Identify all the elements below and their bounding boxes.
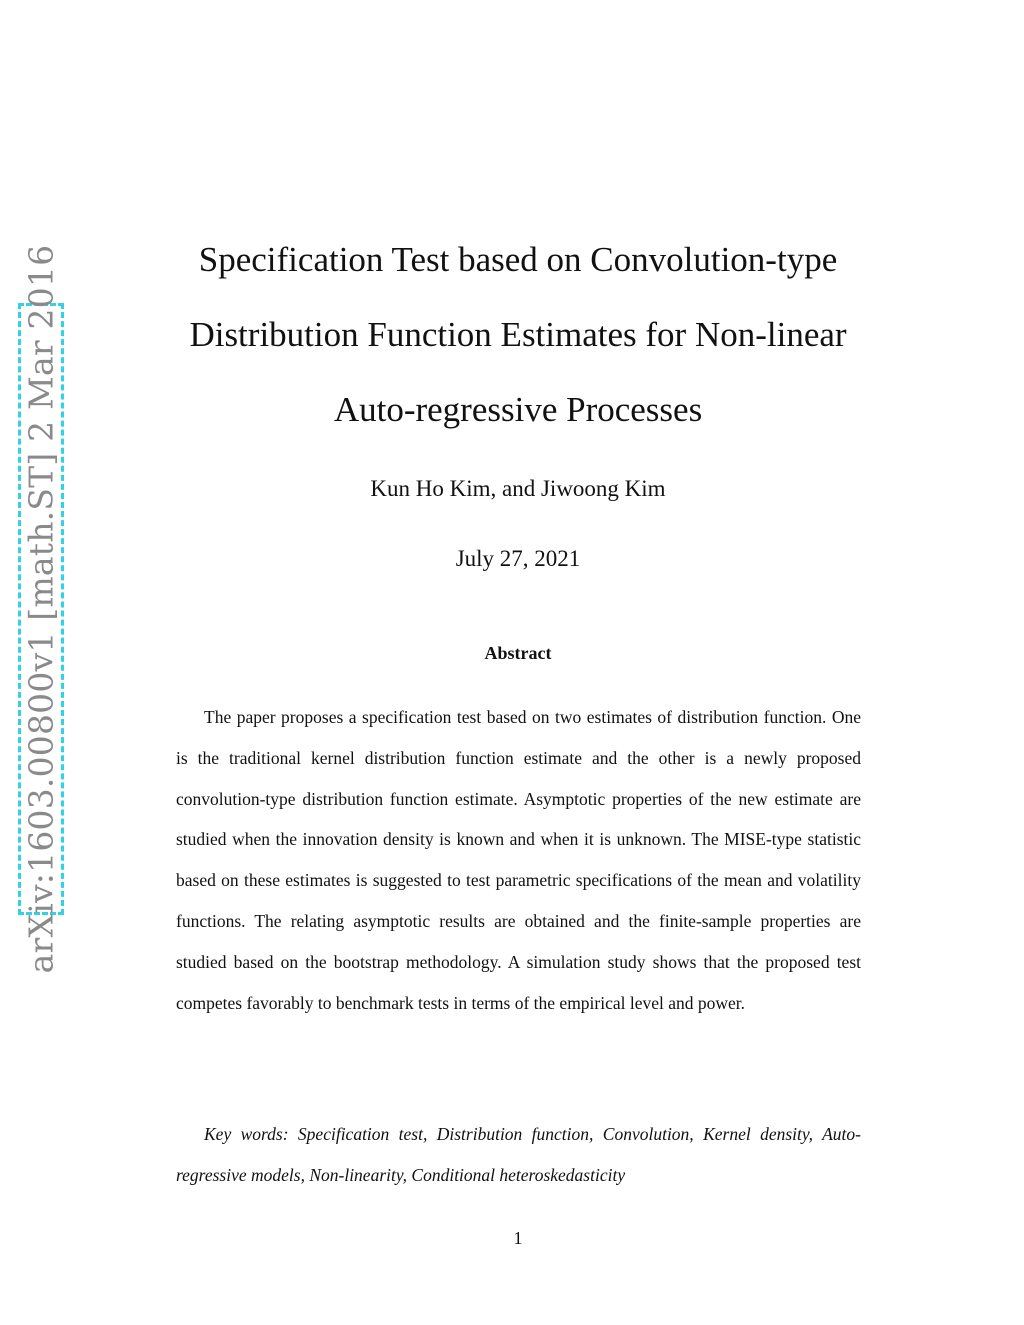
title-line-2: Distribution Function Estimates for Non-linear xyxy=(189,315,847,354)
title-line-1: Specification Test based on Convolution-type xyxy=(198,240,838,279)
paper-date: July 27, 2021 xyxy=(455,546,581,571)
abstract-heading: Abstract xyxy=(484,643,552,663)
page-number: 1 xyxy=(513,1228,523,1248)
keywords-text: Key words: Specification test, Distribution function, Convolution, Kernel density, Auto-regressive models, Non-linearity, Conditional heteroskedasticity xyxy=(176,1124,861,1185)
author-list: Kun Ho Kim, and Jiwoong Kim xyxy=(370,476,666,501)
arxiv-identifier-text[interactable]: arXiv:1603.00800v1 [math.ST] 2 Mar 2016 xyxy=(21,244,61,974)
paper-title xyxy=(150,222,886,447)
arxiv-identifier-stamp[interactable] xyxy=(18,244,64,974)
title-line-3: Auto-regressive Processes xyxy=(333,390,703,429)
abstract-text: The paper proposes a specification test based on two estimates of distribution function. One is the traditional kernel distribution function estimate and the other is a newly proposed convolution-type distribution function estimate. Asymptotic properties of the new estimate are studied when the innovation density is known and when it is unknown. The MISE-type statistic based on these estimates is suggested to test parametric specifications of the mean and volatility functions. The relating asymptotic results are obtained and the finite-sample properties are studied based on the bootstrap methodology. A simulation study shows that the proposed test competes favorably to benchmark tests in terms of the empirical level and power. xyxy=(176,707,861,1013)
